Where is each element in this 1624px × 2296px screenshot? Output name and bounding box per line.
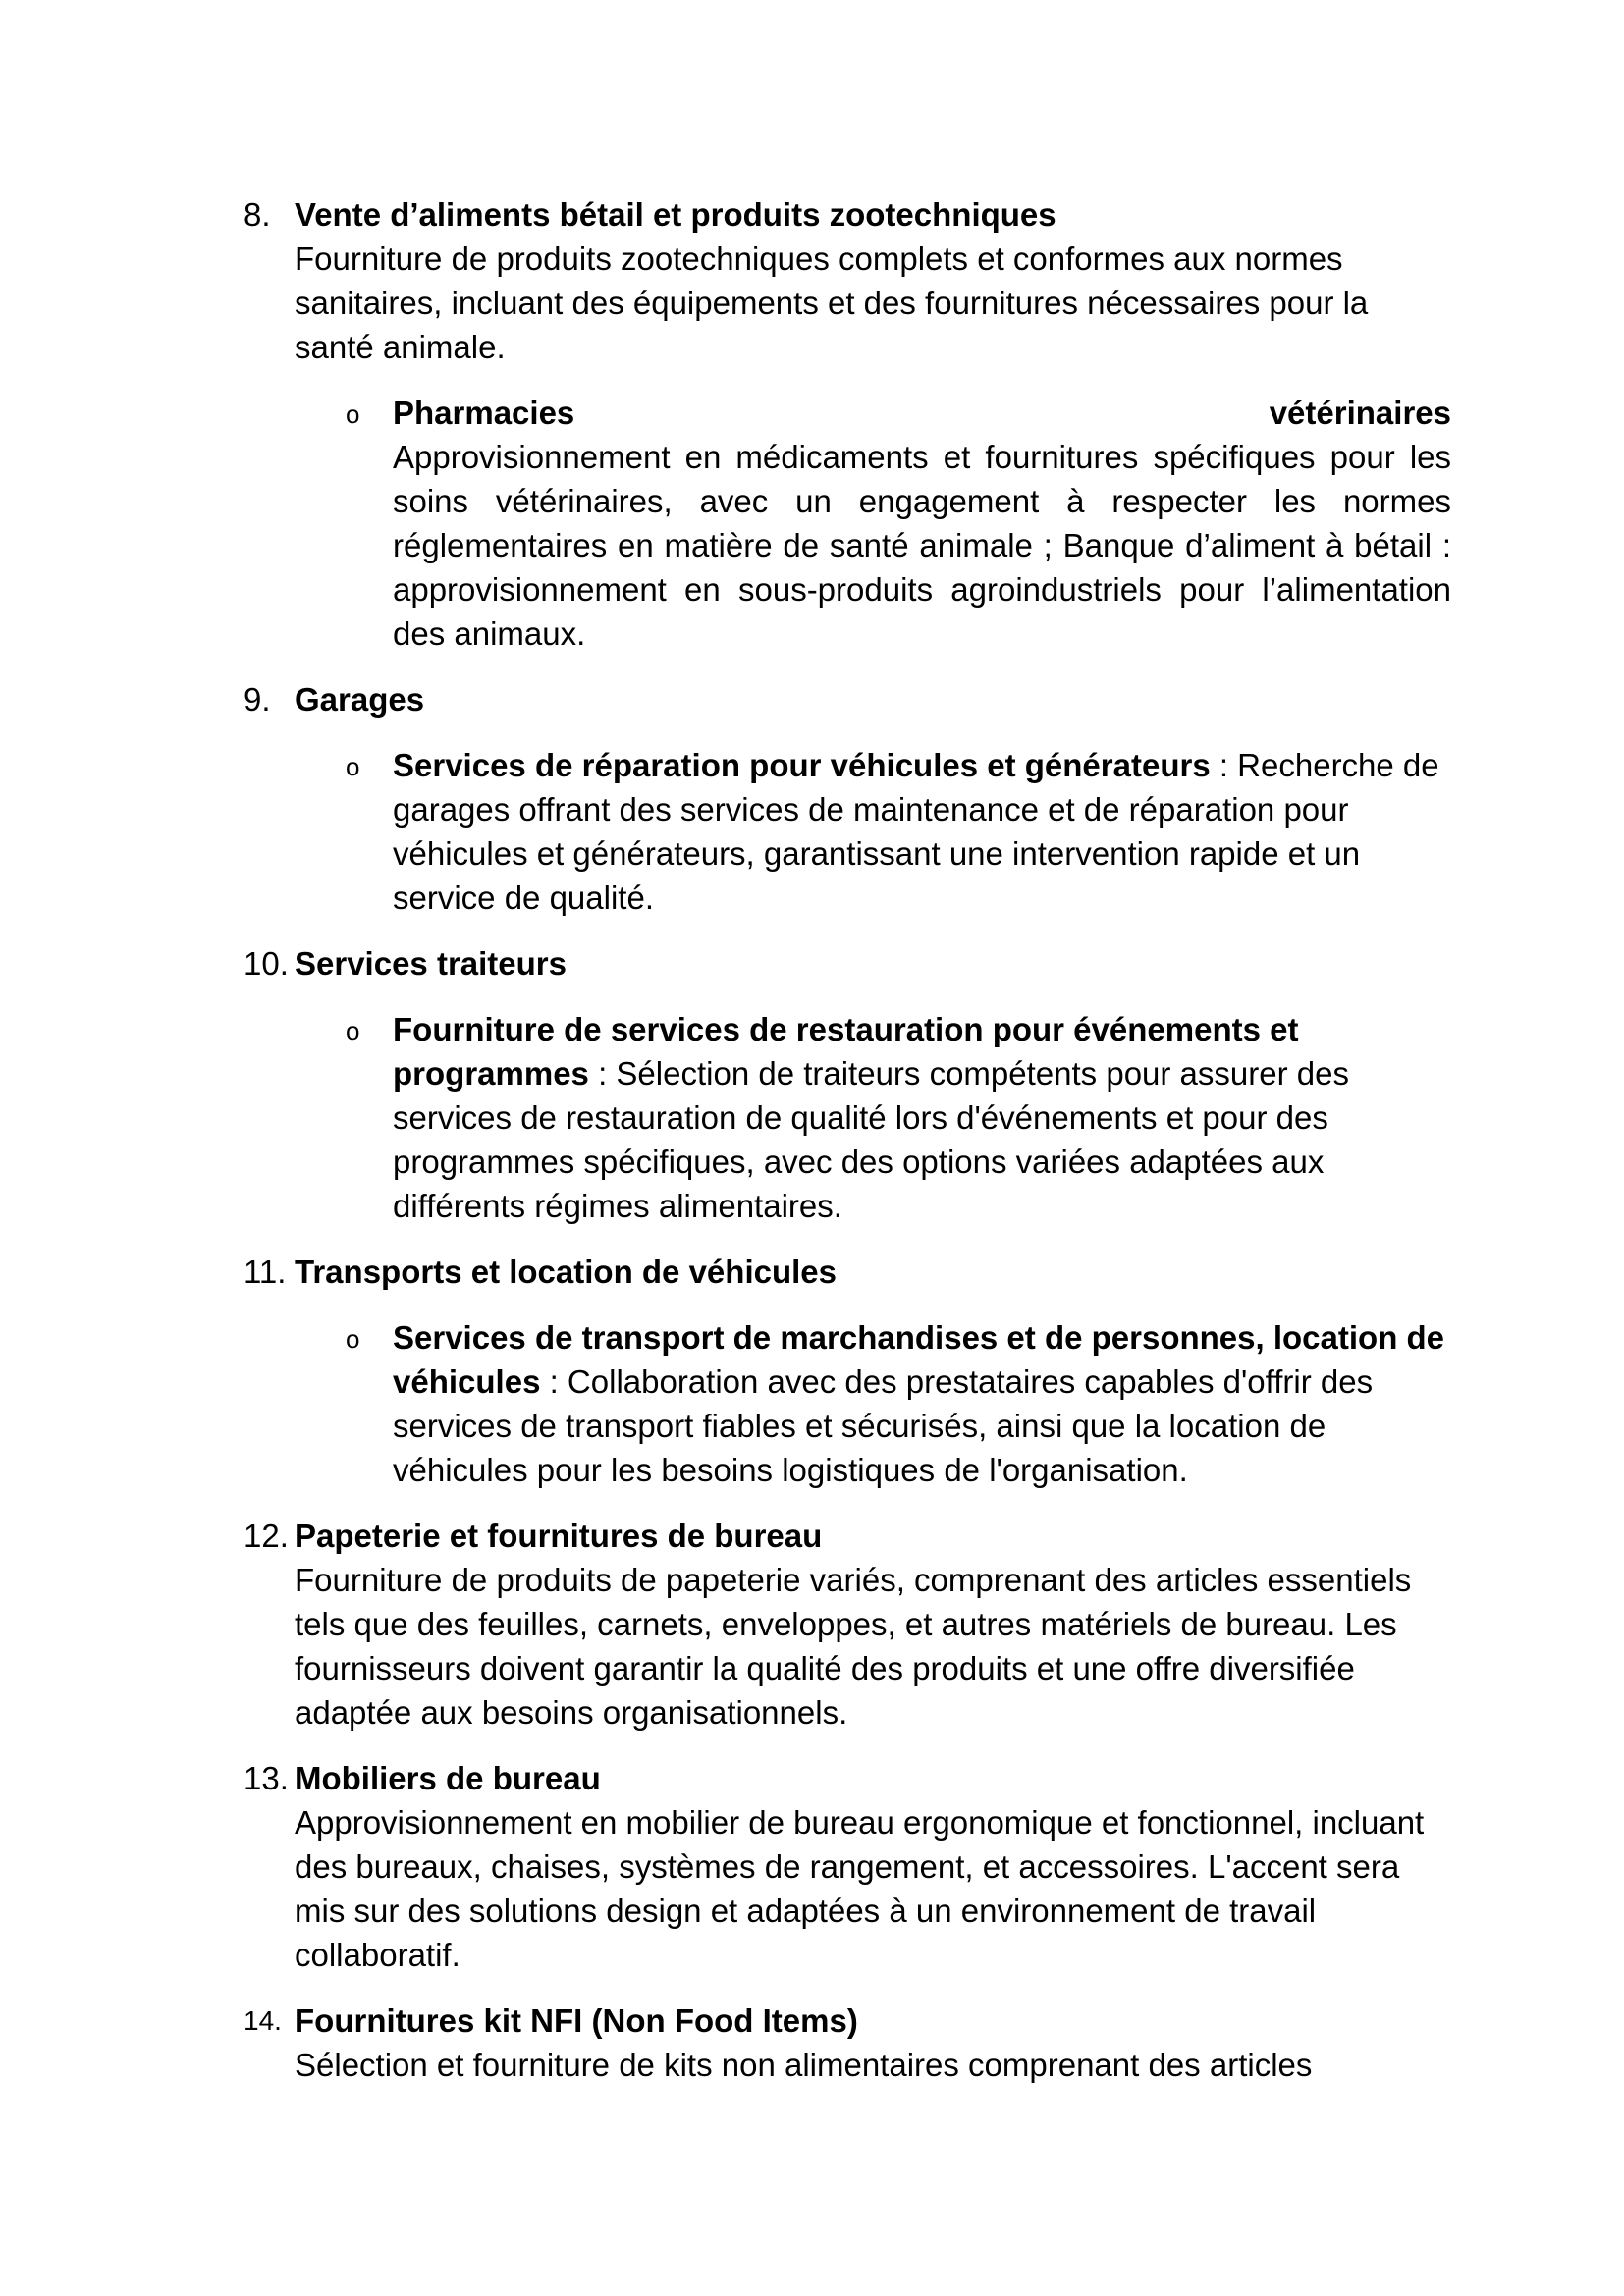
- item-number: 10.: [244, 945, 289, 982]
- list-item-11: [244, 1250, 1451, 1492]
- item-description: Fourniture de produits de papeterie variés, comprenant des articles essentiels tels que des feuilles, carnets, enveloppes, et autres matériels de bureau. Les fournisseurs doivent garantir la qualité des produits et une offre diversifiée adaptée aux besoins organisationnels.: [295, 1562, 1412, 1731]
- list-item-9: [244, 677, 1451, 920]
- sub-item: [295, 1315, 1451, 1492]
- list-item-12: [244, 1514, 1451, 1735]
- bullet-icon: o: [346, 1324, 360, 1354]
- numbered-list: [244, 192, 1451, 2109]
- item-description: Approvisionnement en mobilier de bureau ergonomique et fonctionnel, incluant des bureaux, chaises, systèmes de rangement, et accessoires. L'accent sera mis sur des solutions design et adaptées à un environnement de travail collaboratif.: [295, 1804, 1425, 1973]
- sub-item-rest: : Sélection de traiteurs compétents pour assurer des services de restauration de qualité lors d'événements et pour des programmes spécifiques, avec des options variées adaptées aux différents régimes alimentaires.: [393, 1055, 1349, 1224]
- sub-item-rest: : Recherche de garages offrant des services de maintenance et de réparation pour véhicules et générateurs, garantissant une intervention rapide et un service de qualité.: [393, 747, 1439, 916]
- item-number: 9.: [244, 681, 271, 718]
- item-title: Transports et location de véhicules: [295, 1254, 837, 1290]
- bullet-icon: o: [346, 1016, 360, 1045]
- bullet-icon: o: [346, 752, 360, 781]
- sub-item-bold: Fourniture de services de restauration pour événements et programmes: [393, 1011, 1299, 1092]
- sub-item-text: [393, 743, 1451, 920]
- sub-item: [295, 743, 1451, 920]
- item-description: Fourniture de produits zootechniques complets et conformes aux normes sanitaires, incluant des équipements et des fournitures nécessaires pour la santé animale.: [295, 240, 1369, 365]
- sub-item-text: [393, 1315, 1451, 1492]
- item-title: Garages: [295, 681, 425, 718]
- item-number: 8.: [244, 196, 271, 233]
- list-item-8: [244, 192, 1451, 656]
- sub-item: [295, 1007, 1451, 1228]
- item-title: Fournitures kit NFI (Non Food Items): [295, 2002, 858, 2039]
- sub-item-title: [393, 391, 1451, 435]
- item-title: Mobiliers de bureau: [295, 1760, 601, 1796]
- sub-title-right: vétérinaires: [1269, 395, 1451, 431]
- item-number: 14.: [244, 2005, 282, 2036]
- list-item-13: [244, 1756, 1451, 1977]
- list-item-14: [244, 1999, 1451, 2087]
- sub-item: [295, 391, 1451, 656]
- item-number: 12.: [244, 1518, 289, 1554]
- bullet-icon: o: [346, 400, 360, 429]
- sub-item-text: Approvisionnement en médicaments et fournitures spécifiques pour les soins vétérinaires, avec un engagement à respecter les normes réglementaires en matière de santé animale ; Banque d’aliment à bétail : approvisionnement en sous-produits agroindustriels pour l’alimentation des animaux.: [393, 439, 1451, 652]
- item-description: Sélection et fourniture de kits non alimentaires comprenant des articles: [295, 2047, 1313, 2083]
- item-title: Vente d’aliments bétail et produits zootechniques: [295, 196, 1056, 233]
- sub-title-left: Pharmacies: [393, 395, 575, 431]
- sub-item-text: [393, 1007, 1451, 1228]
- sub-item-bold: Services de transport de marchandises et de personnes, location de véhicules: [393, 1319, 1445, 1400]
- sub-item-bold: Services de réparation pour véhicules et générateurs: [393, 747, 1211, 783]
- item-title: Papeterie et fournitures de bureau: [295, 1518, 823, 1554]
- item-number: 11.: [244, 1254, 287, 1290]
- sub-item-rest: : Collaboration avec des prestataires capables d'offrir des services de transport fiables et sécurisés, ainsi que la location de véhicules pour les besoins logistiques de l'organisation.: [393, 1363, 1374, 1488]
- item-number: 13.: [244, 1760, 289, 1796]
- list-item-10: [244, 941, 1451, 1228]
- item-title: Services traiteurs: [295, 945, 568, 982]
